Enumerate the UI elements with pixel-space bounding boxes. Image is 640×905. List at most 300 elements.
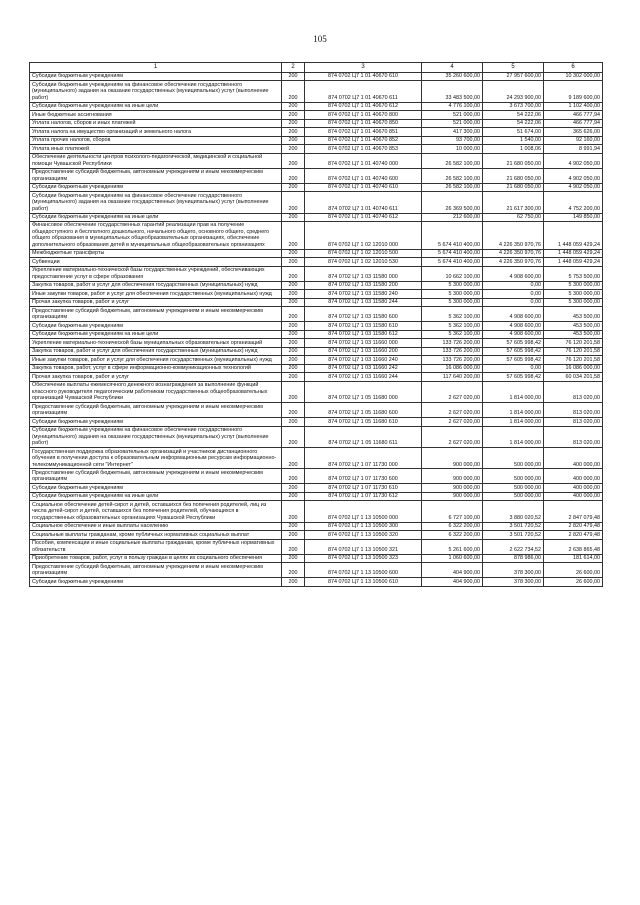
executed-amount-cell: 4 908 600,00 [483, 322, 544, 330]
approved-amount-cell: 417 300,00 [422, 128, 483, 136]
classification-code-cell: 874 0702 Ц7 1 03 11660 000 [305, 339, 422, 347]
executed-amount-cell: 1 540,00 [483, 136, 544, 144]
line-code-cell: 200 [282, 484, 305, 492]
line-code-cell: 200 [282, 539, 305, 554]
executed-amount-cell: 4 226 350 970,76 [483, 249, 544, 257]
table-row [30, 221, 603, 249]
unexecuted-amount-cell: 466 777,94 [544, 119, 603, 127]
line-code-cell: 200 [282, 554, 305, 562]
column-header: 1 [30, 63, 282, 73]
approved-amount-cell: 93 700,00 [422, 136, 483, 144]
classification-code-cell: 874 0702 Ц7 1 03 11580 244 [305, 298, 422, 306]
unexecuted-amount-cell: 76 120 201,58 [544, 339, 603, 347]
table-row [30, 563, 603, 578]
approved-amount-cell: 4 776 100,00 [422, 102, 483, 110]
executed-amount-cell: 378 300,00 [483, 563, 544, 578]
line-code-cell: 200 [282, 81, 305, 102]
executed-amount-cell: 500 000,00 [483, 484, 544, 492]
executed-amount-cell: 4 908 600,00 [483, 330, 544, 338]
unexecuted-amount-cell: 1 448 059 429,24 [544, 258, 603, 266]
item-name-cell: Субсидии бюджетным учреждениям [30, 578, 282, 586]
line-code-cell: 200 [282, 213, 305, 221]
table-row [30, 347, 603, 355]
executed-amount-cell: 3 880 020,52 [483, 501, 544, 522]
table-row [30, 469, 603, 484]
item-name-cell: Прочая закупка товаров, работ и услуг [30, 373, 282, 381]
executed-amount-cell: 1 008,06 [483, 145, 544, 153]
line-code-cell: 200 [282, 153, 305, 168]
executed-amount-cell: 3 673 700,00 [483, 102, 544, 110]
line-code-cell: 200 [282, 168, 305, 183]
item-name-cell: Приобретение товаров, работ, услуг в пользу граждан в целях их социального обеспечения [30, 554, 282, 562]
classification-code-cell: 874 0702 Ц7 1 03 11660 240 [305, 356, 422, 364]
classification-code-cell: 874 0702 Ц7 1 01 40740 612 [305, 213, 422, 221]
line-code-cell: 200 [282, 578, 305, 586]
item-name-cell: Закупка товаров, работ и услуг для обеспечения государственных (муниципальных) нужд [30, 347, 282, 355]
executed-amount-cell: 1 814 000,00 [483, 426, 544, 447]
approved-amount-cell: 2 627 020,00 [422, 426, 483, 447]
unexecuted-amount-cell: 1 448 059 429,24 [544, 221, 603, 249]
table-row [30, 339, 603, 347]
table-row [30, 168, 603, 183]
line-code-cell: 200 [282, 145, 305, 153]
executed-amount-cell: 500 000,00 [483, 492, 544, 500]
unexecuted-amount-cell: 8 991,94 [544, 145, 603, 153]
item-name-cell: Иные бюджетные ассигнования [30, 111, 282, 119]
approved-amount-cell: 404 900,00 [422, 563, 483, 578]
line-code-cell: 200 [282, 128, 305, 136]
table-row [30, 128, 603, 136]
approved-amount-cell: 26 582 100,00 [422, 183, 483, 191]
classification-code-cell: 874 0702 Ц7 1 13 10500 320 [305, 531, 422, 539]
approved-amount-cell: 2 627 020,00 [422, 403, 483, 418]
executed-amount-cell: 0,00 [483, 364, 544, 372]
executed-amount-cell: 4 226 350 970,76 [483, 258, 544, 266]
classification-code-cell: 874 0702 Ц7 1 05 11680 000 [305, 381, 422, 402]
unexecuted-amount-cell: 2 847 079,48 [544, 501, 603, 522]
page-number: 105 [313, 34, 327, 44]
table-row [30, 539, 603, 554]
classification-code-cell: 874 0702 Ц7 1 01 40740 610 [305, 183, 422, 191]
item-name-cell: Субсидии бюджетным учреждениям на иные цели [30, 102, 282, 110]
item-name-cell: Субсидии бюджетным учреждениям [30, 484, 282, 492]
approved-amount-cell: 5 300 000,00 [422, 290, 483, 298]
unexecuted-amount-cell: 76 120 201,58 [544, 356, 603, 364]
table-row [30, 298, 603, 306]
line-code-cell: 200 [282, 221, 305, 249]
table-row [30, 381, 603, 402]
approved-amount-cell: 404 900,00 [422, 578, 483, 586]
classification-code-cell: 874 0702 Ц7 1 05 11680 610 [305, 418, 422, 426]
executed-amount-cell: 51 674,00 [483, 128, 544, 136]
classification-code-cell: 874 0702 Ц7 1 01 40740 000 [305, 153, 422, 168]
table-row [30, 364, 603, 372]
approved-amount-cell: 117 640 200,00 [422, 373, 483, 381]
approved-amount-cell: 5 362 100,00 [422, 307, 483, 322]
item-name-cell: Социальные выплаты гражданам, кроме публичных нормативных социальных выплат [30, 531, 282, 539]
executed-amount-cell: 21 617 300,00 [483, 192, 544, 213]
classification-code-cell: 874 0702 Ц7 1 05 11680 611 [305, 426, 422, 447]
table-row [30, 111, 603, 119]
approved-amount-cell: 5 362 100,00 [422, 330, 483, 338]
column-number-header-row [30, 63, 603, 73]
approved-amount-cell: 900 000,00 [422, 484, 483, 492]
classification-code-cell: 874 0702 Ц7 1 01 40740 600 [305, 168, 422, 183]
line-code-cell: 200 [282, 381, 305, 402]
item-name-cell: Субсидии бюджетным учреждениям на иные цели [30, 492, 282, 500]
approved-amount-cell: 5 674 410 400,00 [422, 249, 483, 257]
unexecuted-amount-cell: 813 020,00 [544, 418, 603, 426]
unexecuted-amount-cell: 76 120 201,58 [544, 347, 603, 355]
unexecuted-amount-cell: 5 300 000,00 [544, 281, 603, 289]
classification-code-cell: 874 0702 Ц7 1 07 11730 600 [305, 469, 422, 484]
item-name-cell: Уплата прочих налогов, сборов [30, 136, 282, 144]
item-name-cell: Предоставление субсидий бюджетным, автономным учреждениям и иным некоммерческим организациям [30, 469, 282, 484]
table-row [30, 522, 603, 530]
approved-amount-cell: 5 261 600,00 [422, 539, 483, 554]
column-header: 3 [305, 63, 422, 73]
classification-code-cell: 874 0702 Ц7 1 01 40670 610 [305, 72, 422, 80]
approved-amount-cell: 212 600,00 [422, 213, 483, 221]
line-code-cell: 200 [282, 347, 305, 355]
classification-code-cell: 874 0702 Ц7 1 03 11580 600 [305, 307, 422, 322]
line-code-cell: 200 [282, 364, 305, 372]
executed-amount-cell: 1 814 000,00 [483, 418, 544, 426]
classification-code-cell: 874 0702 Ц7 1 01 40670 850 [305, 119, 422, 127]
executed-amount-cell: 878 986,00 [483, 554, 544, 562]
line-code-cell: 200 [282, 119, 305, 127]
executed-amount-cell: 27 957 600,00 [483, 72, 544, 80]
item-name-cell: Предоставление субсидий бюджетным, автономным учреждениям и иным некоммерческим организациям [30, 403, 282, 418]
unexecuted-amount-cell: 466 777,94 [544, 111, 603, 119]
table-row [30, 281, 603, 289]
line-code-cell: 200 [282, 373, 305, 381]
table-row [30, 102, 603, 110]
approved-amount-cell: 6 322 200,00 [422, 522, 483, 530]
line-code-cell: 200 [282, 339, 305, 347]
item-name-cell: Укрепление материально-технической базы муниципальных образовательных организаций [30, 339, 282, 347]
approved-amount-cell: 5 674 410 400,00 [422, 221, 483, 249]
table-row [30, 554, 603, 562]
line-code-cell: 200 [282, 102, 305, 110]
executed-amount-cell: 57 605 998,42 [483, 373, 544, 381]
unexecuted-amount-cell: 26 600,00 [544, 578, 603, 586]
executed-amount-cell: 4 908 600,00 [483, 307, 544, 322]
approved-amount-cell: 26 582 100,00 [422, 153, 483, 168]
classification-code-cell: 874 0702 Ц7 1 01 40670 800 [305, 111, 422, 119]
column-header: 6 [544, 63, 603, 73]
column-header: 4 [422, 63, 483, 73]
approved-amount-cell: 1 060 600,00 [422, 554, 483, 562]
approved-amount-cell: 33 483 500,00 [422, 81, 483, 102]
classification-code-cell: 874 0702 Ц7 1 03 11580 612 [305, 330, 422, 338]
unexecuted-amount-cell: 10 302 000,00 [544, 72, 603, 80]
classification-code-cell: 874 0702 Ц7 1 02 12010 000 [305, 221, 422, 249]
item-name-cell: Иные закупки товаров, работ и услуг для обеспечения государственных (муниципальных) нужд [30, 356, 282, 364]
item-name-cell: Закупка товаров, работ и услуг для обеспечения государственных (муниципальных) нужд [30, 281, 282, 289]
item-name-cell: Субсидии бюджетным учреждениям на иные цели [30, 330, 282, 338]
table-row [30, 418, 603, 426]
approved-amount-cell: 6 322 200,00 [422, 531, 483, 539]
line-code-cell: 200 [282, 403, 305, 418]
classification-code-cell: 874 0702 Ц7 1 13 10500 300 [305, 522, 422, 530]
unexecuted-amount-cell: 5 753 500,00 [544, 266, 603, 281]
unexecuted-amount-cell: 453 500,00 [544, 330, 603, 338]
table-row [30, 484, 603, 492]
classification-code-cell: 874 0702 Ц7 1 03 11580 200 [305, 281, 422, 289]
table-row [30, 290, 603, 298]
approved-amount-cell: 2 627 020,00 [422, 381, 483, 402]
table-row [30, 330, 603, 338]
approved-amount-cell: 6 727 100,00 [422, 501, 483, 522]
item-name-cell: Субсидии бюджетным учреждениям [30, 418, 282, 426]
item-name-cell: Предоставление субсидий бюджетным, автономным учреждениям и иным некоммерческим организациям [30, 563, 282, 578]
classification-code-cell: 874 0702 Ц7 1 01 40670 852 [305, 136, 422, 144]
executed-amount-cell: 24 293 900,00 [483, 81, 544, 102]
line-code-cell: 200 [282, 330, 305, 338]
approved-amount-cell: 26 369 500,00 [422, 192, 483, 213]
item-name-cell: Субсидии бюджетным учреждениям на иные цели [30, 213, 282, 221]
line-code-cell: 200 [282, 266, 305, 281]
classification-code-cell: 874 0702 Ц7 1 03 11580 240 [305, 290, 422, 298]
item-name-cell: Межбюджетные трансферты [30, 249, 282, 257]
line-code-cell: 200 [282, 249, 305, 257]
item-name-cell: Пособия, компенсации и иные социальные выплаты гражданам, кроме публичных нормативных обязательств [30, 539, 282, 554]
unexecuted-amount-cell: 2 638 865,48 [544, 539, 603, 554]
classification-code-cell: 874 0702 Ц7 1 03 11660 200 [305, 347, 422, 355]
item-name-cell: Уплата иных платежей [30, 145, 282, 153]
line-code-cell: 200 [282, 111, 305, 119]
executed-amount-cell: 57 605 998,42 [483, 356, 544, 364]
approved-amount-cell: 5 300 000,00 [422, 298, 483, 306]
unexecuted-amount-cell: 92 160,00 [544, 136, 603, 144]
executed-amount-cell: 1 814 000,00 [483, 403, 544, 418]
column-header: 5 [483, 63, 544, 73]
line-code-cell: 200 [282, 448, 305, 469]
unexecuted-amount-cell: 453 500,00 [544, 307, 603, 322]
table-row [30, 145, 603, 153]
item-name-cell: Субсидии бюджетным учреждениям на финансовое обеспечение государственного (муниципального) задания на оказание государственных (муниципальных) услуг (выполнение работ) [30, 81, 282, 102]
item-name-cell: Субсидии бюджетным учреждениям на финансовое обеспечение государственного (муниципального) задания на оказание государственных (муниципальных) услуг (выполнение работ) [30, 192, 282, 213]
table-row [30, 307, 603, 322]
classification-code-cell: 874 0702 Ц7 1 01 40670 611 [305, 81, 422, 102]
line-code-cell: 200 [282, 418, 305, 426]
table-row [30, 81, 603, 102]
unexecuted-amount-cell: 1 102 400,00 [544, 102, 603, 110]
table-row [30, 119, 603, 127]
unexecuted-amount-cell: 181 614,00 [544, 554, 603, 562]
approved-amount-cell: 900 000,00 [422, 448, 483, 469]
approved-amount-cell: 521 000,00 [422, 111, 483, 119]
item-name-cell: Социальное обеспечение и иные выплаты населению [30, 522, 282, 530]
item-name-cell: Закупка товаров, работ, услуг в сфере информационно-коммуникационных технологий [30, 364, 282, 372]
line-code-cell: 200 [282, 522, 305, 530]
item-name-cell: Прочая закупка товаров, работ и услуг [30, 298, 282, 306]
unexecuted-amount-cell: 1 448 059 429,24 [544, 249, 603, 257]
unexecuted-amount-cell: 4 902 050,00 [544, 183, 603, 191]
executed-amount-cell: 0,00 [483, 290, 544, 298]
executed-amount-cell: 1 814 000,00 [483, 381, 544, 402]
approved-amount-cell: 5 674 410 400,00 [422, 258, 483, 266]
table-row [30, 136, 603, 144]
classification-code-cell: 874 0702 Ц7 1 13 10500 000 [305, 501, 422, 522]
unexecuted-amount-cell: 9 189 600,00 [544, 81, 603, 102]
executed-amount-cell: 57 605 998,42 [483, 339, 544, 347]
budget-execution-table [29, 62, 603, 587]
line-code-cell: 200 [282, 501, 305, 522]
line-code-cell: 200 [282, 136, 305, 144]
executed-amount-cell: 3 501 720,52 [483, 522, 544, 530]
executed-amount-cell: 62 750,00 [483, 213, 544, 221]
executed-amount-cell: 21 680 050,00 [483, 183, 544, 191]
classification-code-cell: 874 0702 Ц7 1 07 11730 000 [305, 448, 422, 469]
approved-amount-cell: 900 000,00 [422, 492, 483, 500]
table-row [30, 356, 603, 364]
line-code-cell: 200 [282, 307, 305, 322]
unexecuted-amount-cell: 400 000,00 [544, 448, 603, 469]
approved-amount-cell: 133 726 200,00 [422, 347, 483, 355]
classification-code-cell: 874 0702 Ц7 1 03 11660 242 [305, 364, 422, 372]
classification-code-cell: 874 0702 Ц7 1 13 10500 610 [305, 578, 422, 586]
item-name-cell: Уплата налога на имущество организаций и земельного налога [30, 128, 282, 136]
table-row [30, 501, 603, 522]
approved-amount-cell: 900 000,00 [422, 469, 483, 484]
classification-code-cell: 874 0702 Ц7 1 13 10500 323 [305, 554, 422, 562]
table-row [30, 448, 603, 469]
table-row [30, 249, 603, 257]
line-code-cell: 200 [282, 356, 305, 364]
unexecuted-amount-cell: 26 600,00 [544, 563, 603, 578]
unexecuted-amount-cell: 4 902 050,00 [544, 168, 603, 183]
unexecuted-amount-cell: 400 000,00 [544, 492, 603, 500]
classification-code-cell: 874 0702 Ц7 1 01 40670 851 [305, 128, 422, 136]
table-row [30, 183, 603, 191]
unexecuted-amount-cell: 5 300 000,00 [544, 298, 603, 306]
line-code-cell: 200 [282, 290, 305, 298]
classification-code-cell: 874 0702 Ц7 1 13 10500 600 [305, 563, 422, 578]
classification-code-cell: 874 0702 Ц7 1 13 10500 321 [305, 539, 422, 554]
table-row [30, 153, 603, 168]
approved-amount-cell: 26 582 100,00 [422, 168, 483, 183]
item-name-cell: Субсидии бюджетным учреждениям на финансовое обеспечение государственного (муниципального) задания на оказание государственных (муниципальных) услуг (выполнение работ) [30, 426, 282, 447]
executed-amount-cell: 3 501 720,52 [483, 531, 544, 539]
table-row [30, 213, 603, 221]
executed-amount-cell: 54 222,06 [483, 119, 544, 127]
line-code-cell: 200 [282, 281, 305, 289]
approved-amount-cell: 5 300 000,00 [422, 281, 483, 289]
item-name-cell: Социальное обеспечение детей-сирот и детей, оставшихся без попечения родителей, лиц из числа детей-сирот и детей, оставшихся без попечения родителей, обучающихся в государственных образовательных организациях Чувашской Республики [30, 501, 282, 522]
classification-code-cell: 874 0702 Ц7 1 07 11730 610 [305, 484, 422, 492]
item-name-cell: Обеспечение выплаты ежемесячного денежного вознаграждения за выполнение функций классного руководителя педагогическим работникам государственных общеобразовательных организаций Чувашской Республики [30, 381, 282, 402]
unexecuted-amount-cell: 453 500,00 [544, 322, 603, 330]
item-name-cell: Финансовое обеспечение государственных гарантий реализации прав на получение общедоступного и бесплатного дошкольного, начального общего, основного общего, среднего общего образования в муниципальных общеобразовательных организациях, обеспечение дополнительного образования детей в муниципальных общеобразовательных организациях [30, 221, 282, 249]
unexecuted-amount-cell: 400 000,00 [544, 469, 603, 484]
approved-amount-cell: 16 086 000,00 [422, 364, 483, 372]
table-row [30, 322, 603, 330]
item-name-cell: Иные закупки товаров, работ и услуг для обеспечения государственных (муниципальных) нужд [30, 290, 282, 298]
unexecuted-amount-cell: 2 820 479,48 [544, 531, 603, 539]
executed-amount-cell: 2 622 734,52 [483, 539, 544, 554]
line-code-cell: 200 [282, 563, 305, 578]
item-name-cell: Обеспечение деятельности центров психолого-педагогической, медицинской и социальной помощи Чувашской Республики [30, 153, 282, 168]
approved-amount-cell: 35 260 600,00 [422, 72, 483, 80]
classification-code-cell: 874 0702 Ц7 1 01 40670 853 [305, 145, 422, 153]
classification-code-cell: 874 0702 Ц7 1 03 11660 244 [305, 373, 422, 381]
unexecuted-amount-cell: 5 300 000,00 [544, 290, 603, 298]
item-name-cell: Субсидии бюджетным учреждениям [30, 72, 282, 80]
approved-amount-cell: 133 726 200,00 [422, 356, 483, 364]
approved-amount-cell: 133 726 200,00 [422, 339, 483, 347]
executed-amount-cell: 378 300,00 [483, 578, 544, 586]
executed-amount-cell: 21 680 050,00 [483, 168, 544, 183]
classification-code-cell: 874 0702 Ц7 1 03 11580 610 [305, 322, 422, 330]
item-name-cell: Субсидии бюджетным учреждениям [30, 322, 282, 330]
unexecuted-amount-cell: 365 626,00 [544, 128, 603, 136]
unexecuted-amount-cell: 16 086 000,00 [544, 364, 603, 372]
unexecuted-amount-cell: 149 850,00 [544, 213, 603, 221]
approved-amount-cell: 5 362 100,00 [422, 322, 483, 330]
classification-code-cell: 874 0702 Ц7 1 07 11730 612 [305, 492, 422, 500]
approved-amount-cell: 10 000,00 [422, 145, 483, 153]
item-name-cell: Предоставление субсидий бюджетным, автономным учреждениям и иным некоммерческим организациям [30, 307, 282, 322]
item-name-cell: Укрепление материально-технической базы государственных учреждений, обеспечивающих предоставление услуг в сфере образования [30, 266, 282, 281]
line-code-cell: 200 [282, 183, 305, 191]
line-code-cell: 200 [282, 192, 305, 213]
classification-code-cell: 874 0702 Ц7 1 02 12010 530 [305, 258, 422, 266]
table-row [30, 192, 603, 213]
executed-amount-cell: 500 000,00 [483, 448, 544, 469]
line-code-cell: 200 [282, 531, 305, 539]
item-name-cell: Субсидии бюджетным учреждениям [30, 183, 282, 191]
approved-amount-cell: 10 662 100,00 [422, 266, 483, 281]
line-code-cell: 200 [282, 469, 305, 484]
executed-amount-cell: 21 680 050,00 [483, 153, 544, 168]
line-code-cell: 200 [282, 72, 305, 80]
executed-amount-cell: 57 605 998,42 [483, 347, 544, 355]
item-name-cell: Субвенции [30, 258, 282, 266]
column-header: 2 [282, 63, 305, 73]
line-code-cell: 200 [282, 298, 305, 306]
unexecuted-amount-cell: 4 902 050,00 [544, 153, 603, 168]
unexecuted-amount-cell: 2 820 479,48 [544, 522, 603, 530]
line-code-cell: 200 [282, 322, 305, 330]
line-code-cell: 200 [282, 258, 305, 266]
classification-code-cell: 874 0702 Ц7 1 05 11680 600 [305, 403, 422, 418]
table-row [30, 403, 603, 418]
table-row [30, 266, 603, 281]
unexecuted-amount-cell: 813 020,00 [544, 381, 603, 402]
table-row [30, 531, 603, 539]
item-name-cell: Предоставление субсидий бюджетным, автономным учреждениям и иным некоммерческим организациям [30, 168, 282, 183]
classification-code-cell: 874 0702 Ц7 1 01 40740 611 [305, 192, 422, 213]
table-row [30, 578, 603, 586]
classification-code-cell: 874 0702 Ц7 1 02 12010 500 [305, 249, 422, 257]
unexecuted-amount-cell: 60 034 201,58 [544, 373, 603, 381]
unexecuted-amount-cell: 4 752 200,00 [544, 192, 603, 213]
table-row [30, 258, 603, 266]
item-name-cell: Государственная поддержка образовательных организаций и участников дистанционного обучения в получении доступа к образовательным информационным ресурсам информационно-телекоммуникационной сети "Интернет" [30, 448, 282, 469]
approved-amount-cell: 2 627 020,00 [422, 418, 483, 426]
classification-code-cell: 874 0702 Ц7 1 01 40670 612 [305, 102, 422, 110]
line-code-cell: 200 [282, 426, 305, 447]
executed-amount-cell: 4 908 600,00 [483, 266, 544, 281]
executed-amount-cell: 4 226 350 970,76 [483, 221, 544, 249]
table-row [30, 373, 603, 381]
approved-amount-cell: 521 000,00 [422, 119, 483, 127]
executed-amount-cell: 54 222,06 [483, 111, 544, 119]
executed-amount-cell: 0,00 [483, 298, 544, 306]
table-row [30, 492, 603, 500]
